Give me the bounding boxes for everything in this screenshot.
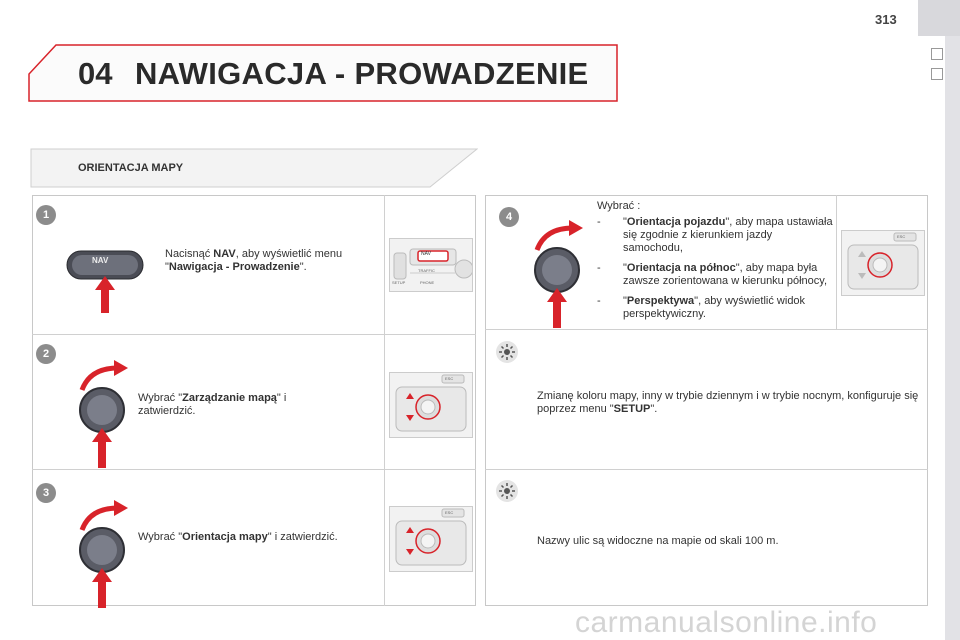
section-title: ORIENTACJA MAPY: [78, 162, 184, 174]
rotary-knob-icon: [70, 500, 140, 610]
console-thumbnail: [389, 506, 473, 572]
console-setup-label: SETUP: [392, 280, 406, 285]
page-title: NAWIGACJA - PROWADZENIE: [135, 56, 589, 91]
console-thumbnail: [841, 230, 925, 296]
console-nav-label: NAV: [421, 251, 431, 257]
page-number: 313: [875, 12, 897, 27]
rotary-knob-icon: [525, 220, 595, 330]
step-number-badge: 3: [36, 483, 56, 503]
divider: [836, 195, 837, 329]
console-esc-label: ESC: [897, 234, 906, 239]
step-number-badge: 2: [36, 344, 56, 364]
tip-map-colour-text: Zmianę koloru mapy, inny w trybie dziennym i w trybie nocnym, konfiguruje się poprzez menu "SETUP".: [537, 390, 919, 415]
rotary-knob-icon: [70, 360, 140, 470]
step-4-intro: Wybrać :: [597, 200, 641, 212]
nav-button-label: NAV: [92, 256, 109, 265]
chapter-number: 04: [78, 56, 113, 91]
step-3-text: Wybrać "Orientacja mapy" i zatwierdzić.: [138, 531, 338, 543]
divider: [384, 195, 385, 606]
option-vehicle-orientation: - "Orientacja pojazdu", aby mapa ustawiała się zgodnie z kierunkiem jazdy samochodu,: [597, 216, 833, 254]
step-number-badge: 4: [499, 207, 519, 227]
press-arrow-icon: [95, 276, 115, 314]
step-number-badge: 1: [36, 205, 56, 225]
console-traffic-label: TRAFFIC: [418, 268, 435, 273]
checkbox-icon: [931, 48, 943, 60]
orientation-options-list: [597, 216, 833, 328]
checkbox-icon: [931, 68, 943, 80]
watermark: carmanualsonline.info: [575, 606, 878, 639]
divider: [485, 469, 928, 470]
divider: [32, 334, 476, 335]
option-north-orientation: - "Orientacja na północ", aby mapa była zawsze zorientowana w kierunku północy,: [597, 262, 828, 287]
margin-strip: [945, 36, 960, 640]
lightbulb-tip-icon: [496, 341, 518, 363]
console-esc-label: ESC: [445, 376, 454, 381]
step-2-text: Wybrać "Zarządzanie mapą" i zatwierdzić.: [138, 392, 287, 417]
lightbulb-tip-icon: [496, 480, 518, 502]
console-esc-label: ESC: [445, 510, 454, 515]
option-perspective: - "Perspektywa", aby wyświetlić widok perspektywiczny.: [597, 295, 806, 320]
tip-street-names-text: Nazwy ulic są widoczne na mapie od skali 100 m.: [537, 535, 779, 547]
console-thumbnail: [389, 372, 473, 438]
console-phone-label: PHONE: [420, 280, 435, 285]
step-1-text: Nacisnąć NAV, aby wyświetlić menu "Nawigacja - Prowadzenie".: [165, 248, 343, 273]
corner-tab: [918, 0, 960, 36]
